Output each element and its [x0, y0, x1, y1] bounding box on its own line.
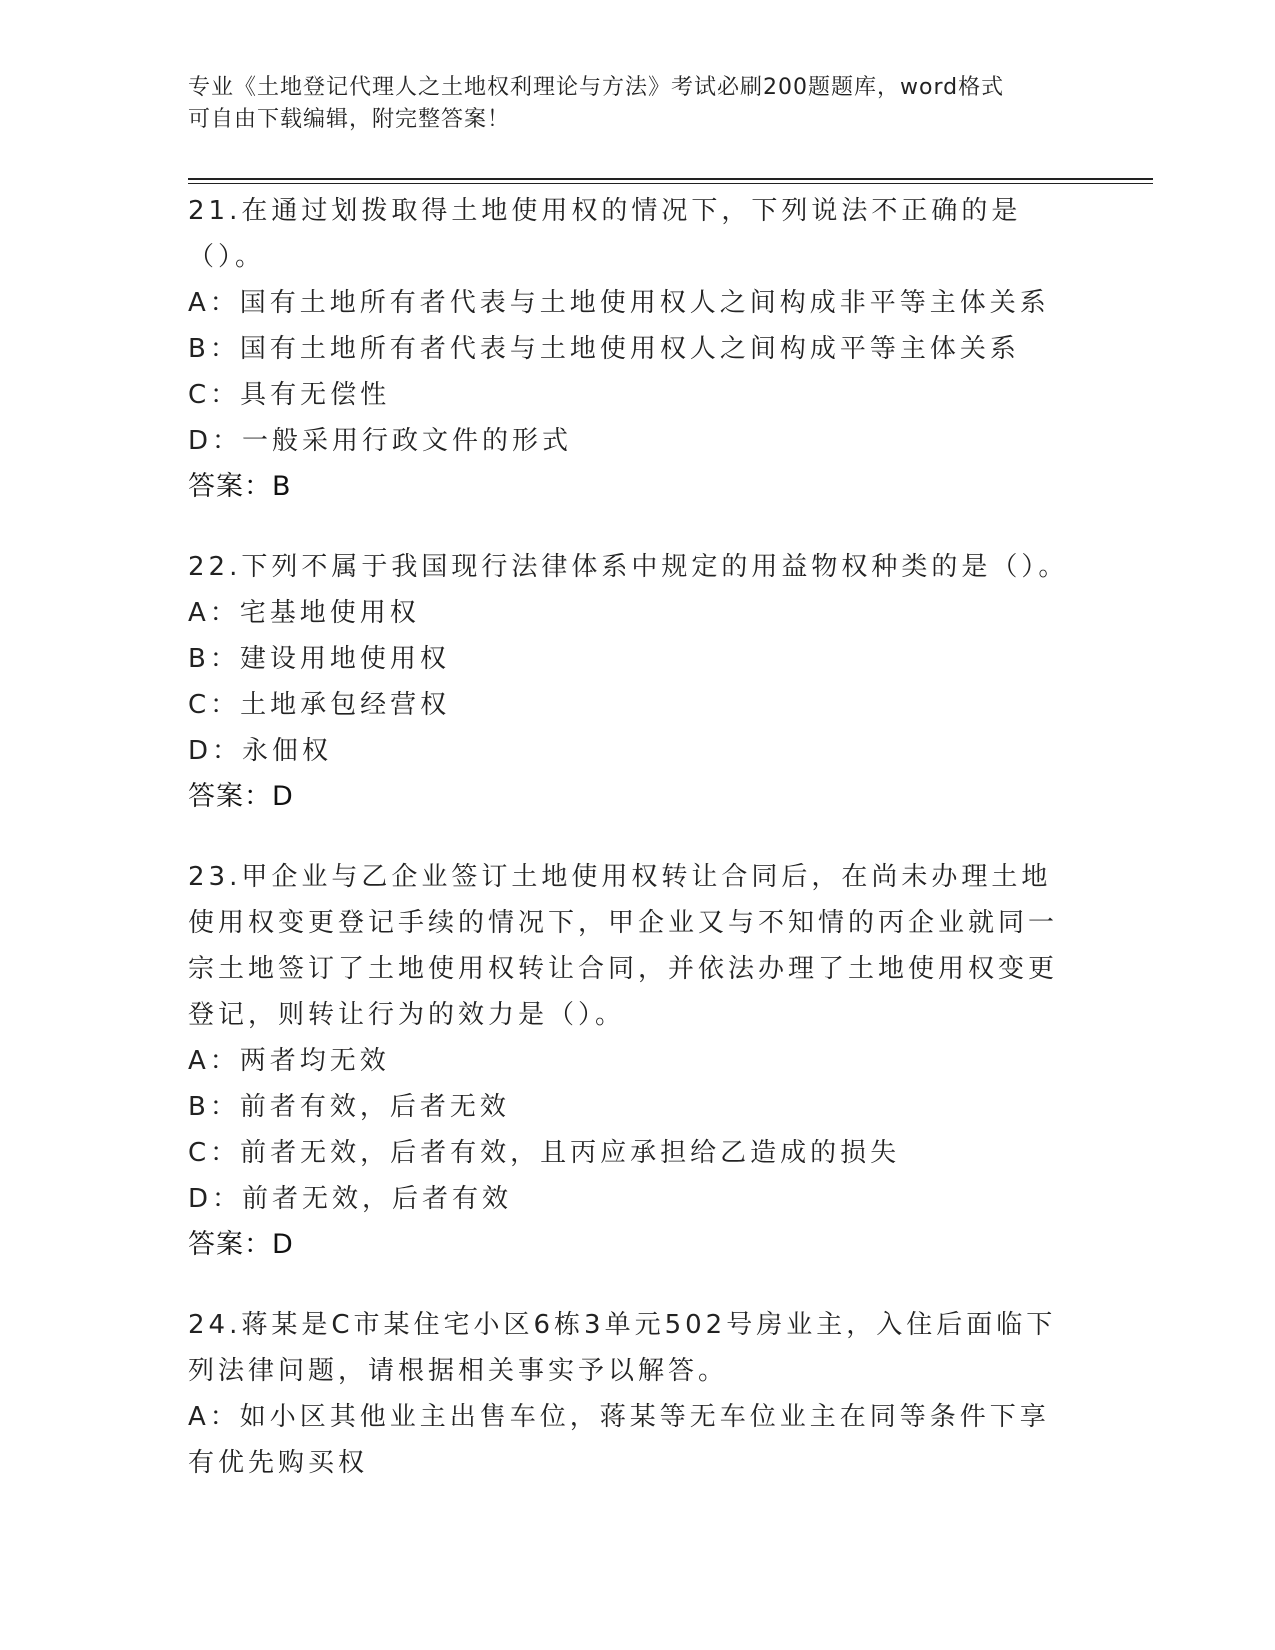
option-a: A：国有土地所有者代表与土地使用权人之间构成非平等主体关系	[188, 288, 1050, 318]
option-b: B：前者有效，后者无效	[188, 1092, 510, 1122]
answer: 答案：D	[188, 1229, 294, 1260]
option-a: A：宅基地使用权	[188, 598, 420, 628]
option-b: B：建设用地使用权	[188, 644, 450, 674]
header-divider-thick	[188, 178, 1153, 180]
question-text: 22.下列不属于我国现行法律体系中规定的用益物权种类的是（）。	[188, 552, 1069, 582]
question-23	[188, 854, 1088, 1268]
option-d: D：前者无效，后者有效	[188, 1184, 513, 1214]
question-24	[188, 1302, 1088, 1486]
question-text: 23.甲企业与乙企业签订土地使用权转让合同后，在尚未办理土地使用权变更登记手续的情况下，甲企业又与不知情的丙企业就同一宗土地签订了土地使用权转让合同，并依法办理了土地使用权变更登记，则转让行为的效力是（）。	[188, 862, 1059, 1030]
question-list	[188, 188, 1088, 1520]
option-a: A：如小区其他业主出售车位，蒋某等无车位业主在同等条件下享有优先购买权	[188, 1402, 1050, 1478]
question-22	[188, 544, 1088, 820]
option-d: D：永佃权	[188, 736, 333, 766]
question-21	[188, 188, 1088, 510]
question-text: 21.在通过划拨取得土地使用权的情况下，下列说法不正确的是（）。	[188, 196, 1022, 272]
answer: 答案：D	[188, 781, 294, 812]
document-header	[188, 72, 1068, 136]
option-c: C：具有无偿性	[188, 380, 391, 410]
question-text: 24.蒋某是C市某住宅小区6栋3单元502号房业主，入住后面临下列法律问题，请根据相关事实予以解答。	[188, 1310, 1057, 1386]
header-divider-thin	[188, 183, 1153, 184]
option-c: C：土地承包经营权	[188, 690, 451, 720]
answer: 答案：B	[188, 471, 292, 502]
option-c: C：前者无效，后者有效，且丙应承担给乙造成的损失	[188, 1138, 901, 1168]
option-b: B：国有土地所有者代表与土地使用权人之间构成平等主体关系	[188, 334, 1020, 364]
option-a: A：两者均无效	[188, 1046, 390, 1076]
header-line-2: 可自由下载编辑，附完整答案！	[188, 107, 511, 132]
option-d: D：一般采用行政文件的形式	[188, 426, 573, 456]
header-line-1: 专业《土地登记代理人之土地权利理论与方法》考试必刷200题题库，word格式	[188, 75, 1005, 100]
